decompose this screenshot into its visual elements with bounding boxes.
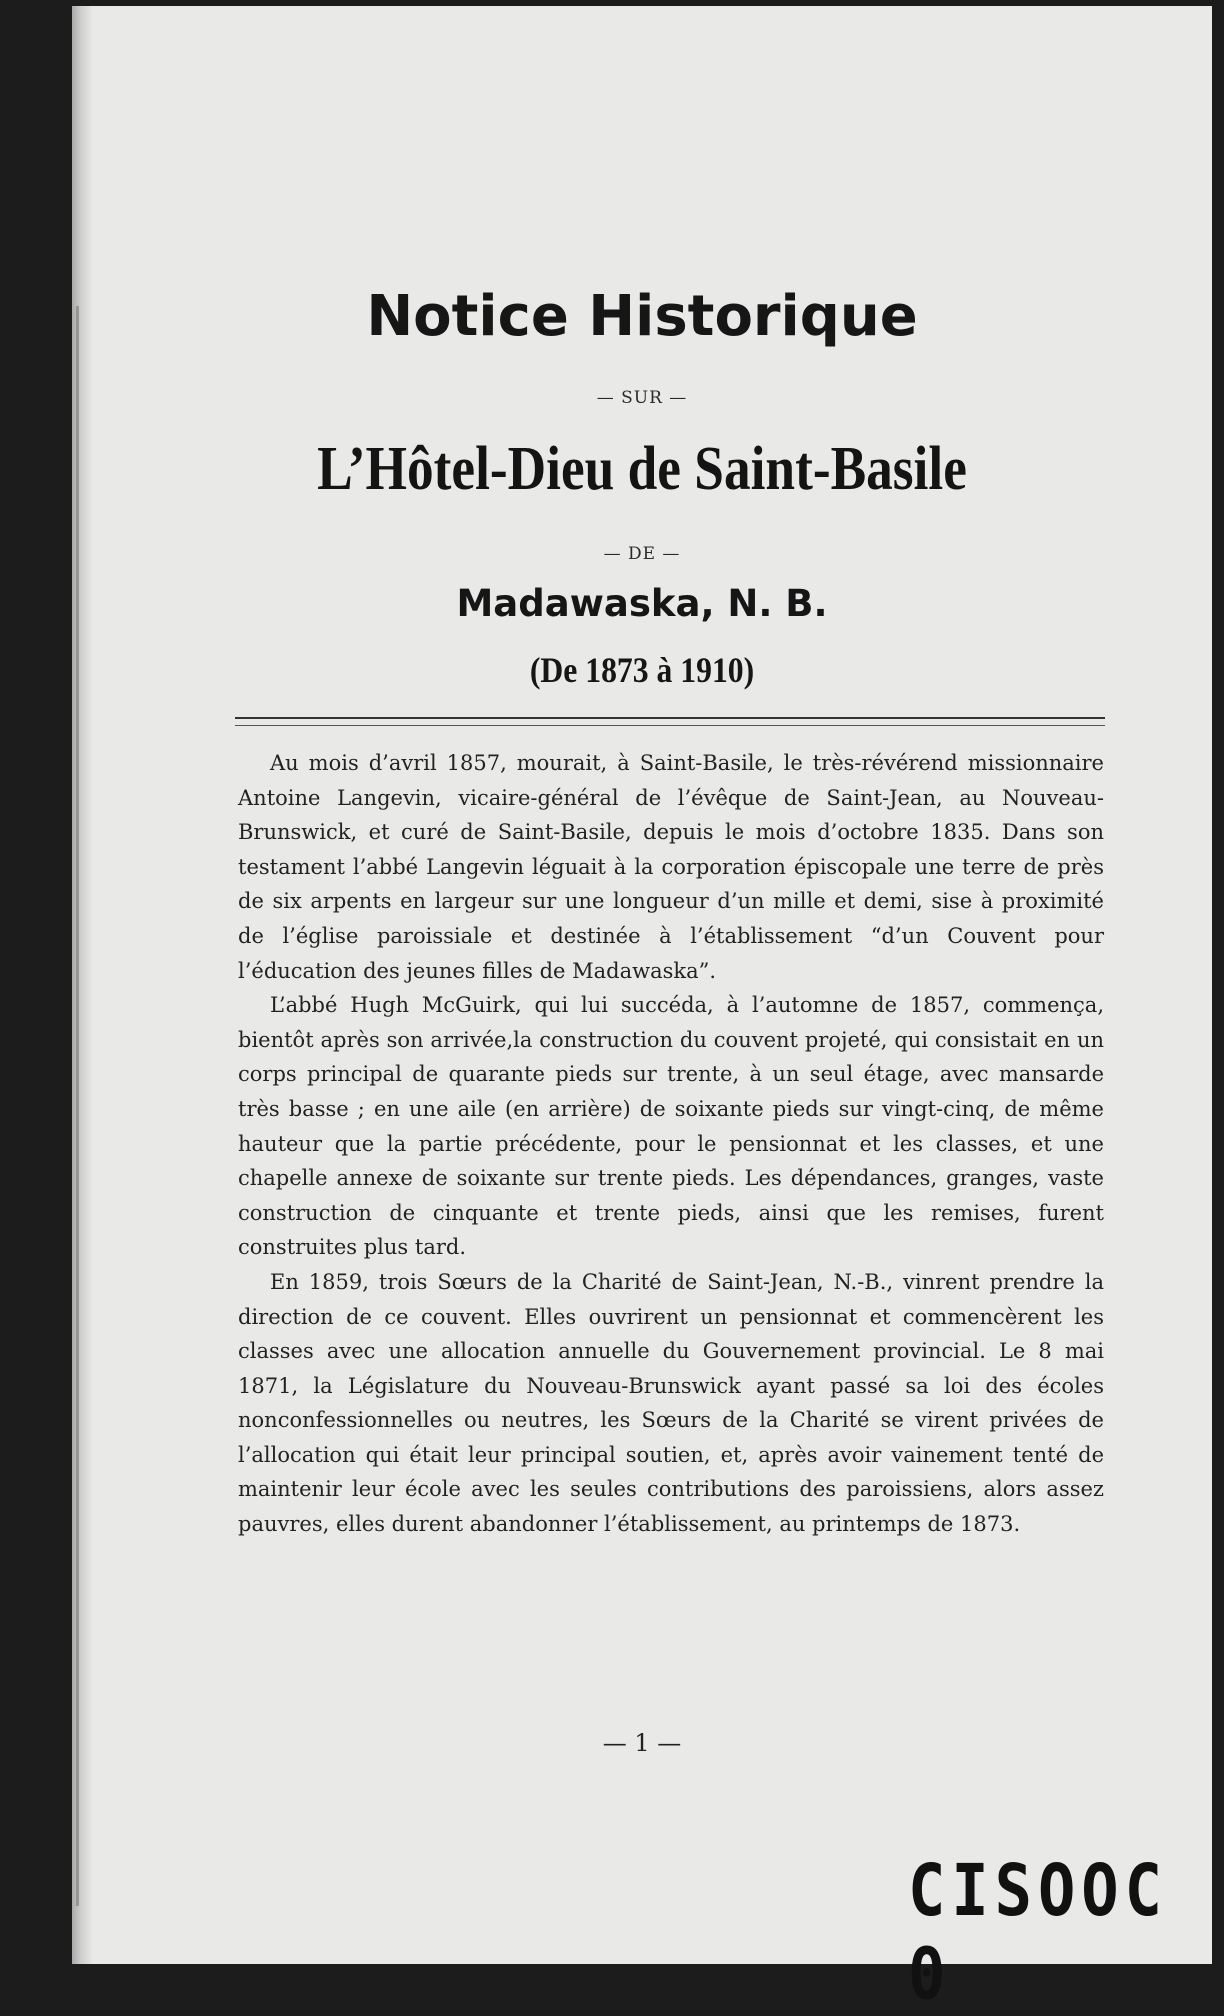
date-range: (De 1873 à 1910) bbox=[529, 650, 755, 690]
document-page bbox=[72, 6, 1212, 2016]
separator-sur: — SUR — bbox=[596, 388, 688, 408]
paragraph: L’abbé Hugh McGuirk, qui lui succéda, à l’automne de 1857, commença, bientôt après son arrivée,la construction du couvent projeté, qui consistait en un corps principal de quarante pieds sur trente, à un seul étage, avec mansarde très basse ; en une aile (en arrière) de soixante pieds sur vingt-cinq, de même hauteur que la partie précédente, pour le pensionnat et les classes, et une chapelle annexe de soixante sur trente pieds. Les dépendances, granges, vaste construction de cinquante et trente pieds, ainsi que les remises, furent construites plus tard. bbox=[238, 993, 1104, 1260]
place-heading: Madawaska, N. B. bbox=[456, 582, 828, 625]
archive-stamp: CISOOC 0 bbox=[908, 1848, 1168, 2016]
page-number: — 1 — bbox=[602, 1729, 682, 1757]
main-title: Notice Historique bbox=[366, 284, 918, 349]
paragraph: Au mois d’avril 1857, mourait, à Saint-Basile, le très-révérend missionnaire Antoine Langevin, vicaire-général de l’évêque de Saint-Jean, au Nouveau-Brunswick, et curé de Saint-Basile, depuis le mois d’octobre 1835. Dans son testament l’abbé Langevin léguait à la corporation épiscopale une terre de près de six arpents en largeur sur une longueur d’un mille et demi, sise à proximité de l’église paroissiale et destinée à l’établissement “d’un Couvent pour l’éducation des jeunes filles de Madawaska”. bbox=[238, 751, 1104, 983]
body-text bbox=[238, 746, 1104, 1542]
subtitle: L’Hôtel-Dieu de Saint-Basile bbox=[317, 435, 967, 503]
double-rule-top bbox=[235, 717, 1105, 719]
separator-de: — DE — bbox=[603, 544, 681, 564]
paragraph: En 1859, trois Sœurs de la Charité de Saint-Jean, N.-B., vinrent prendre la direction de ce couvent. Elles ouvrirent un pensionnat et commencèrent les classes avec une allocation annuelle du Gouvernement provincial. Le 8 mai 1871, la Législature du Nouveau-Brunswick ayant passé sa loi des écoles nonconfessionnelles ou neutres, les Sœurs de la Charité se virent privées de l’allocation qui était leur principal soutien, et, après avoir vainement tenté de maintenir leur école avec les seules contributions des paroissiens, alors assez pauvres, elles durent abandonner l’établissement, au printemps de 1873. bbox=[238, 1269, 1104, 1537]
double-rule-bottom bbox=[235, 725, 1105, 726]
